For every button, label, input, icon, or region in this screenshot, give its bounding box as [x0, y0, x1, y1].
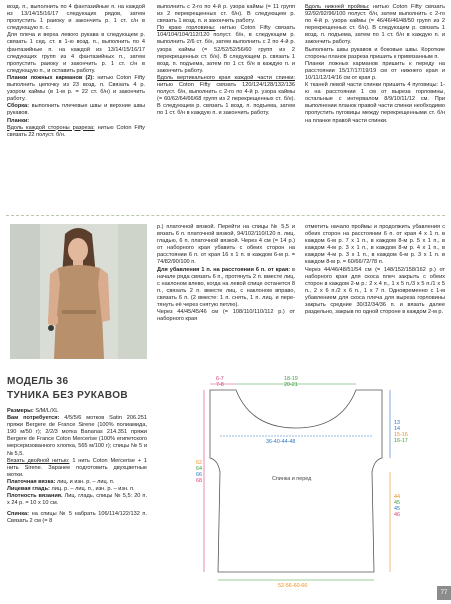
label-sizes: Размеры: [7, 408, 34, 414]
pattern-schematic [196, 376, 428, 598]
measure-value: 45 [394, 500, 400, 506]
paragraph: Планки ложных карманов пришить к переду на расстоянии 15/17/17/19/19 см от нижнего края и 10/11/12/14/16 см от края р. [305, 60, 445, 81]
measure-side-length [394, 494, 400, 518]
paragraph-text: в начале ряда связать 6 п., протянуть 2 п. вместе лиц. с наклоном влево, когда на левой спице останется 8 п., связать 2 п. вместе лиц. с наклоном вправо, связать 6 п. (2 вместе: 1 п. снять, 1 п. лиц. и пере-тянуть её через снятую петлю). [157, 266, 295, 309]
measure-value: 44 [394, 494, 400, 500]
garter-value: лиц. и изн. р. – лиц. п. [56, 478, 115, 485]
measure-value: 6-7 [216, 376, 224, 382]
measure-shoulder [216, 376, 224, 388]
measure-value: 16-17 [394, 438, 408, 444]
paragraph [7, 415, 147, 458]
text-column-1 [7, 4, 145, 139]
woman-in-tunic-illustration [10, 224, 147, 359]
paragraph [157, 267, 295, 310]
paragraph-text: 1 нить Coton Mercerise + 1 нить Sirene. Заранее подготовить двухцветные мотки. [7, 457, 147, 478]
model-name: ТУНИКА БЕЗ РУКАВОВ [7, 390, 128, 401]
paragraph: отметить начало проймы и продолжить убавления с обеих сторон на расстоянии 6 п. от края 4 х 1 п. в каждом 6-м р. 7 х 1 п., в каждом 8-м р. 5 х 1 п., в каждом 4-м р. 3 х 1 п., в каждом 8-м р. 4 х 1 п., в каждом 4-м р. 3 х 1 п., в каждом 6-м р. 3 х 1 п. в каждом 8-м р. = 60/66/72/78 п. [305, 224, 445, 266]
paragraph: Через 44/46/48/51/54 см (= 148/152/158/162 р.) от наборного края для скоса плеч закрыть с обеих сторон в каждом 2-м р.: 2 х 4 п., 1 х 5 п./3 х 5 п./1 х 5 п., 2 х 6 п./2 х 6 п., 1 х 7 п. Одновременно с 1-м убавлением для скоса плеча для выреза горловины закрыть средние 30/32/34/36 п. и вязать далее раздельно, закрыв по одной стороне в каждом 2-м р. [305, 266, 445, 316]
model-title-block [7, 376, 147, 401]
model-number: МОДЕЛЬ 36 [7, 376, 69, 387]
schematic-outline [196, 376, 428, 598]
measure-value: 18-19 [284, 376, 298, 382]
underlined-label: Вязать двойной нитью: [7, 457, 70, 464]
label-gauge: Плотность вязания. [7, 493, 63, 500]
heading-bands [7, 118, 145, 125]
paragraph: Для плеча и верха левого рукава в следующем р. связать 1 сед. ст. в 1-ю возд. п., выполнить по 4 фантазийные п. на каждой из 13/14/15/16/17 следующих групп из 4 фантазийных п., затем пропустить раиоку и закончить р. 1 ст. с/н в следующую п., и оставить работу. [7, 32, 145, 74]
paragraph-text: выполнить плечевые швы и верхние швы рукавов. [7, 103, 145, 117]
measure-value: 14 [394, 426, 400, 432]
measure-value: 46 [394, 512, 400, 518]
measure-value: 66 [196, 472, 202, 478]
measure-hem-width: 52-56-60-66 [278, 583, 308, 589]
heading-bands-text: Планки: [7, 117, 30, 124]
text-column-5 [305, 224, 445, 316]
paragraph [7, 103, 145, 117]
paragraph: р.) платочной вязкой. Перейти на спицы № 5,5 и вязать 6 п. платочной вязкой, 94/102/110/120 п. лиц. гладью, 6 п. платочной вязкой. Через 4 см (= 14 р.) от наборного края убавить с обеих сторон на расстоянии 6 п. от края 16 х 1 п. в каждом 6-м р. = 74/82/90/100 п. [157, 224, 295, 266]
heading-pockets: Планки ложных карманов (2): [7, 74, 95, 81]
label-materials: Вам потребуется: [7, 415, 60, 422]
paragraph-text: нитью Coton Fifty выполнить цепочку из 23 возд. п. Связать 4 р. узором каймы (в 1-м р. = 22 ст. б/н) и закончить работу. [7, 74, 145, 103]
paragraph [157, 25, 295, 75]
paragraph [7, 511, 147, 525]
measure-value: 68 [196, 478, 202, 484]
measure-total-length [196, 460, 202, 484]
text-column-4 [157, 224, 295, 323]
underlined-label: По краю горловины: [157, 25, 216, 32]
piece-label: Спинка и перед [272, 476, 312, 482]
label-garter: Платочная вязка: [7, 478, 56, 485]
measure-value: 13 [394, 420, 400, 426]
measure-value: 20-21 [284, 382, 298, 388]
paragraph [7, 75, 145, 103]
sizes-value: S/M/L/XL [35, 408, 59, 414]
paragraph: Через 44/45/45/46 см (= 108/110/110/112 р.) от наборного края [157, 309, 295, 323]
paragraph-text: нитью Coton Fifty связать 104/104/104/112/120 полуст. б/н, в следующем р. выполнить 2/6 ст. б/н, затем выполнить с 2 по 4-й р. узора каймы (= 52/52/52/56/60 групп из 2 перекрещенных ст. б/н). В следующем р. связать 1 возд. п. подъема, затем по 1 ст. б/н в каждую п. и закончить работу. [157, 25, 295, 74]
measure-value: 15-16 [394, 432, 408, 438]
measure-value: 62 [196, 460, 202, 466]
measure-neck-width [284, 376, 298, 388]
underlined-label: Вдоль нижней проймы: [305, 4, 370, 10]
gauge-value: Лиц. гладь, спицы № 5,5: 20 п. х 24 р. = 10 х 10 см. [7, 493, 148, 507]
materials-value: 4/5/5/6 мотков Satin 206.251 пряжи Bergere de France Sirene (100% полиамида, 190 м/50 г); 2/2/3 мотка Bananas 214.351 пряжи Bergere de France Coton Mercerise (100% египетского мерсеризованного хлопка, 565 м/100 г); спицы № 5 и № 5,5. [7, 415, 147, 457]
paragraph [7, 458, 147, 479]
measure-value: 45 [394, 506, 400, 512]
paragraph [7, 493, 147, 507]
heading-assembly: Сборка: [7, 103, 30, 110]
measure-value: 7-8 [216, 382, 224, 388]
section-divider [6, 215, 445, 216]
paragraph-text: нитью Coton Fifty связать 22 полуст. б/н. [7, 124, 145, 138]
paragraph [305, 4, 445, 47]
label-stockinette: Лицевая гладь: [7, 486, 50, 493]
measure-value: 64 [196, 466, 202, 472]
paragraph [7, 479, 147, 486]
paragraph-text: нитью Coton Fifty связать 120/124/128/132/136 полуст. б/н, выполнить с 2-го по 4-й р. узора каймы (= 60/62/64/66/68 групп из 2 перекрещенных ст. б/н). В следующем р. связать 1 возд. п. подъема, затем по 1 ст. б/н в каждую п. и закончить работу. [157, 82, 295, 117]
paragraph-text: нитью Coton Fifty связать 92/92/92/96/100 полуст. б/н, затем выполнить с 2-го по 4-й р. узора каймы (= 46/46/46/48/50 групп из 2 перекрещенных ст. б/н). В следующем р. связать 1 возд. п. подъема, затем по 1 ст. б/н в каждую п. и закончить работу. [305, 4, 445, 46]
underlined-label: Вдоль каждой стороны разреза: [7, 124, 95, 131]
paragraph: выполнить с 2-го по 4-й р. узора каймы (= 11 групп из 2 перекрещенных ст. б/н). В следующем р. связать 1 возд. п. и закончить работу. [157, 4, 295, 25]
paragraph: К тканей левой части спинки пришить 4 пуговицы: 1-ю на расстоянии 1 см от выреза горловины, остальные с интервалом 8/9/10/11/12 см. При выполнении планок правой части спинки необходимо пропустить пуговицы между перекрещенными ст. б/н на планке правой части спинки. [305, 82, 445, 124]
measure-armhole [394, 420, 408, 444]
measure-chest: 36-40-44-48 [266, 439, 296, 445]
text-column-materials [7, 408, 147, 526]
paragraph [7, 486, 147, 493]
stockinette-value: лиц. р. – лиц. п., изн. р. – изн. п. [51, 486, 135, 493]
paragraph [157, 75, 295, 118]
model-photo [10, 224, 147, 359]
underlined-label: Вдоль вертикального края каждой части спинки: [157, 74, 295, 81]
paragraph: возд. п., выполнить по 4 фантазийные п. на каждой из 13/14/15/16/17 следующих рядов, затем пропустить 1 раиоку и закончить р. 1 ст. с/н в следующую п. с. [7, 4, 145, 32]
label-back: Спинка: [7, 511, 30, 518]
paragraph: Выполнить швы рукавов и боковые швы. Короткие стороны планок разреза пришить к привязанным п. [305, 46, 445, 60]
text-column-2 [157, 4, 295, 118]
heading-decrease: Для убавления 1 п. на расстоянии 6 п. от края: [157, 266, 291, 273]
paragraph [7, 125, 145, 139]
text-column-3 [305, 4, 445, 125]
page-number: 77 [437, 586, 451, 600]
back-value: на спицы № 5 набрать 106/114/122/132 п. Связать 2 см (= 8 [7, 511, 148, 525]
